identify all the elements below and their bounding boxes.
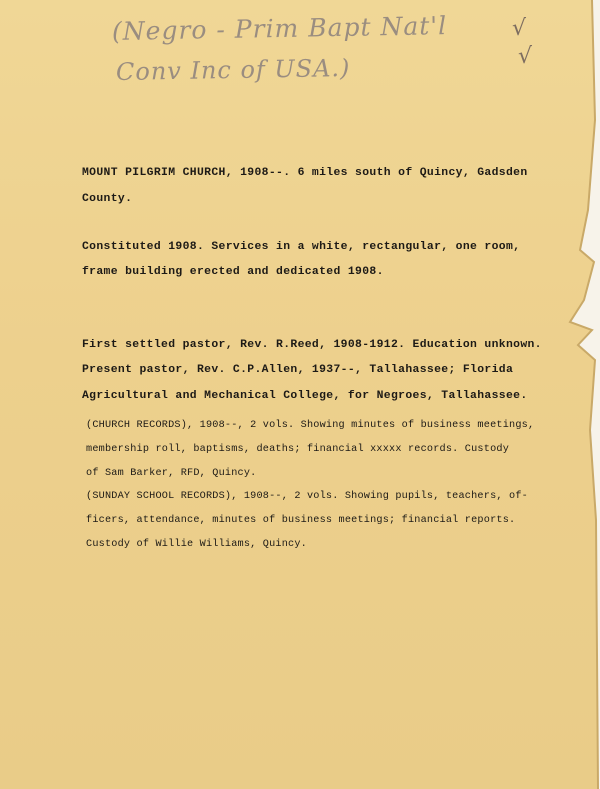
handwritten-note-line-2: Conv Inc of USA.) [115, 53, 351, 87]
entry-text-line: Present pastor, Rev. C.P.Allen, 1937--, Tallahassee; Florida [82, 364, 514, 376]
record-text-line: membership roll, baptisms, deaths; financial xxxxx records. Custody [86, 444, 510, 455]
record-text-line: (SUNDAY SCHOOL RECORDS), 1908--, 2 vols. Showing pupils, teachers, of- [86, 491, 528, 502]
check-mark-icon: √ [512, 16, 527, 41]
entry-text-line: Constituted 1908. Services in a white, rectangular, one room, [82, 241, 521, 253]
check-mark-icon: √ [518, 44, 533, 69]
record-text-line: ficers, attendance, minutes of business meetings; financial reports. [86, 515, 516, 526]
entry-text-line: frame building erected and dedicated 1908. [82, 266, 384, 278]
entry-text-line: County. [82, 193, 133, 205]
record-text-line: (CHURCH RECORDS), 1908--, 2 vols. Showing minutes of business meetings, [86, 420, 535, 431]
torn-right-edge [540, 0, 600, 789]
handwritten-note-line-1: (Negro - Prim Bapt Nat'l [111, 11, 448, 46]
record-text-line: of Sam Barker, RFD, Quincy. [86, 468, 257, 479]
entry-title-line: MOUNT PILGRIM CHURCH, 1908--. 6 miles south of Quincy, Gadsden [82, 167, 528, 179]
entry-text-line: Agricultural and Mechanical College, for Negroes, Tallahassee. [82, 390, 528, 402]
entry-text-line: First settled pastor, Rev. R.Reed, 1908-1912. Education unknown. [82, 339, 542, 351]
record-text-line: Custody of Willie Williams, Quincy. [86, 539, 307, 550]
